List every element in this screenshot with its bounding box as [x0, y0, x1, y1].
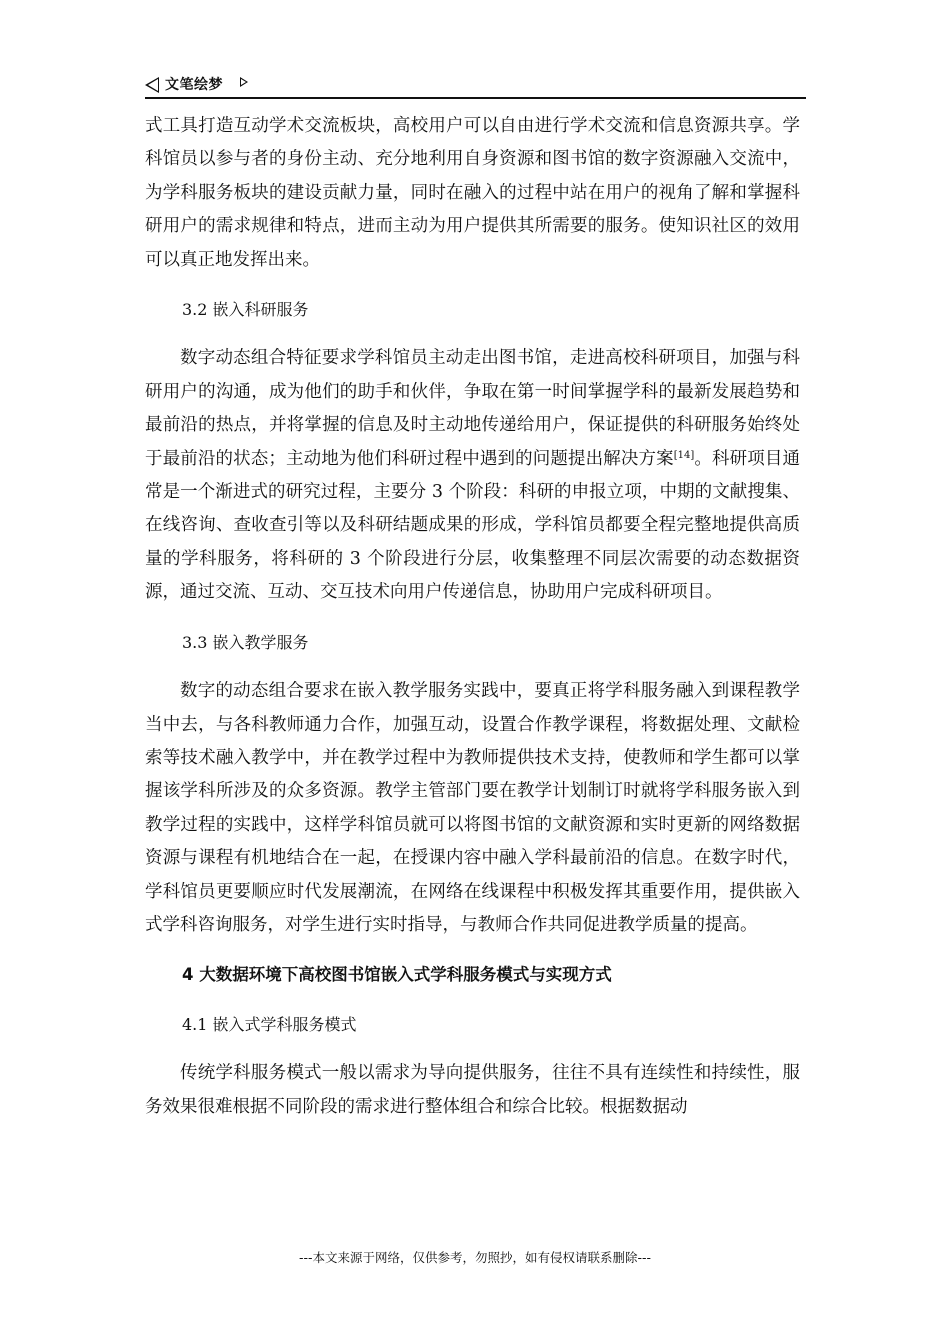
- document-body: [145, 110, 800, 1124]
- page-header: [145, 73, 806, 97]
- paragraph-teaching-service: 数字的动态组合要求在嵌入教学服务实践中，要真正将学科服务融入到课程教学当中去，与各科教师通力合作，加强互动，设置合作教学课程，将数据处理、文献检索等技术融入教学中，并在教学过程中为教师提供技术支持，使教师和学生都可以掌握该学科所涉及的众多资源。教学主管部门要在教学计划制订时就将学科服务嵌入到教学过程的实践中，这样学科馆员就可以将图书馆的文献资源和实时更新的网络数据资源与课程有机地结合在一起，在授课内容中融入学科最前沿的信息。在数字时代，学科馆员更要顺应时代发展潮流，在网络在线课程中积极发挥其重要作用，提供嵌入式学科咨询服务，对学生进行实时指导，与教师合作共同促进教学质量的提高。: [145, 681, 800, 935]
- paragraph-research-service-part2: 。科研项目通常是一个渐进式的研究过程，主要分 3 个阶段：科研的申报立项，中期的文献搜集、在线咨询、查收查引等以及科研结题成果的形成，学科馆员都要全程完整地提供高质量的学科服务，将科研的 3 个阶段进行分层，收集整理不同层次需要的动态数据资源，通过交流、互动、交互技术向用户传递信息，协助用户完成科研项目。: [145, 448, 801, 603]
- header-title: 文笔绘梦: [165, 77, 223, 93]
- paragraph-continuation: 式工具打造互动学术交流板块，高校用户可以自由进行学术交流和信息资源共享。学科馆员以参与者的身份主动、充分地利用自身资源和图书馆的数字资源融入交流中，为学科服务板块的建设贡献力量，同时在融入的过程中站在用户的视角了解和掌握科研用户的需求规律和特点，进而主动为用户提供其所需要的服务。使知识社区的效用可以真正地发挥出来。: [145, 116, 800, 270]
- section-heading-4-1: 4.1 嵌入式学科服务模式: [182, 1014, 357, 1034]
- section-heading-3-3: 3.3 嵌入教学服务: [182, 632, 309, 652]
- paragraph-research-service-part1: 数字动态组合特征要求学科馆员主动走出图书馆，走进高校科研项目，加强与科研用户的沟通，成为他们的助手和伙伴，争取在第一时间掌握学科的最新发展趋势和最前沿的热点，并将掌握的信息及时主动地传递给用户，保证提供的科研服务始终处于最前沿的状态；主动地为他们科研过程中遇到的问题提出解决方案: [145, 348, 800, 469]
- section-heading-3-2: 3.2 嵌入科研服务: [182, 300, 309, 320]
- paragraph-research-service: [145, 342, 800, 609]
- triangle-left-icon: [145, 77, 159, 93]
- section-heading-4: 4 大数据环境下高校图书馆嵌入式学科服务模式与实现方式: [182, 965, 612, 985]
- paragraph-service-mode: 传统学科服务模式一般以需求为导向提供服务，往往不具有连续性和持续性，服务效果很难根据不同阶段的需求进行整体组合和综合比较。根据数据动: [145, 1063, 800, 1117]
- header-divider: [145, 97, 806, 99]
- citation-ref-14: [14]: [673, 449, 695, 461]
- footer-disclaimer: ---本文来源于网络，仅供参考，勿照抄，如有侵权请联系删除---: [298, 1250, 652, 1265]
- triangle-right-icon: [240, 77, 248, 87]
